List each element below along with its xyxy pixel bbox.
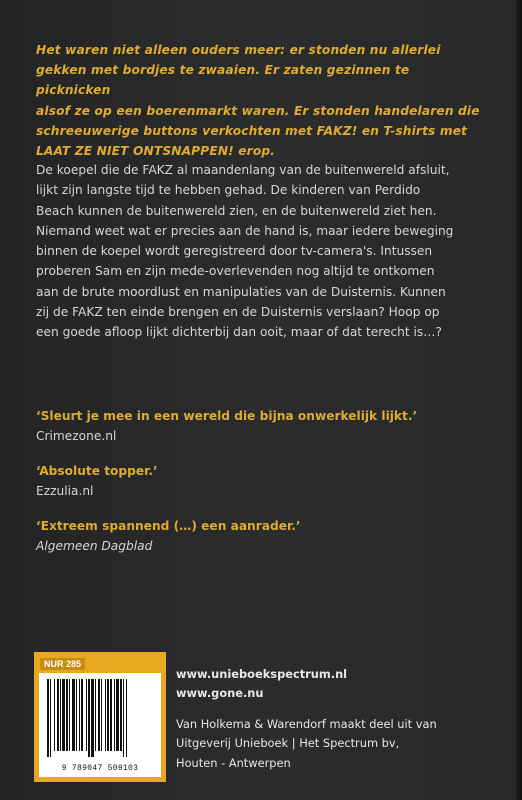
review-quote <box>36 461 486 501</box>
blurb-line: Niemand weet wat er precies aan de hand is, maar iedere beweging <box>36 223 454 238</box>
intro-line: LAAT ZE NIET ONTSNAPPEN! erop. <box>36 144 276 159</box>
blurb-text <box>36 160 488 343</box>
blurb-line: proberen Sam en zijn mede-overlevenden nog altijd te ontkomen <box>36 264 435 279</box>
barcode-bar <box>95 679 96 751</box>
isbn-digits: 9 789047 509103 <box>61 764 139 773</box>
barcode-bar <box>66 679 68 751</box>
intro-excerpt <box>36 40 486 161</box>
barcode-bar <box>72 679 75 751</box>
barcode-bar <box>79 679 80 751</box>
barcode-bar <box>54 679 55 751</box>
barcode-bar <box>120 679 122 751</box>
blurb-line: binnen de koepel wordt geregistreerd door tv-camera's. Intussen <box>36 244 433 259</box>
blurb-line: De koepel die de FAKZ al maandenlang van de buitenwereld afsluit, <box>36 163 450 177</box>
barcode-bar <box>98 679 100 751</box>
blurb-line: lijkt zijn langste tijd te hebben gehad. De kinderen van Perdido <box>36 183 421 198</box>
barcode-bar <box>126 679 127 757</box>
barcode-area <box>39 673 161 777</box>
barcode-bar <box>50 679 51 757</box>
review-quote <box>36 516 486 556</box>
barcode-bar <box>86 679 87 751</box>
link-gone[interactable]: www.gone.nu <box>176 686 264 700</box>
barcode-panel <box>34 652 166 782</box>
intro-line: alsof ze op een boerenmarkt waren. Er stonden handelaren die <box>36 103 480 118</box>
quote-source: Crimezone.nl <box>36 429 117 443</box>
barcode-bar <box>57 679 59 751</box>
blurb-line: een goede afloop lijkt dichterbij dan ooit, maar of dat terecht is…? <box>36 325 442 340</box>
review-quote <box>36 406 486 446</box>
intro-line: gekken met bordjes te zwaaien. Er zaten gezinnen te picknicken <box>36 63 410 98</box>
barcode-bar <box>60 679 61 751</box>
barcode-bar <box>123 679 124 757</box>
blurb-line: zij de FAKZ ten einde brengen en de Duisternis verslaan? Hoop op <box>36 305 440 320</box>
publisher-info <box>176 715 496 773</box>
nur-label: NUR 285 <box>40 658 85 670</box>
blurb-line: aan de brute moordlust en manipulaties van de Duisternis. Kunnen <box>36 284 446 299</box>
quote-text: ‘Absolute topper.’ <box>36 464 158 478</box>
barcode-bar <box>88 679 90 757</box>
barcode-bar <box>76 679 77 751</box>
intro-line: schreeuwerige buttons verkochten met FAKZ! en T-shirts met <box>36 123 468 138</box>
barcode-bar <box>101 679 102 751</box>
barcode-bar <box>62 679 65 751</box>
barcode-bar <box>105 679 106 751</box>
barcode-bar <box>116 679 119 751</box>
barcode-bar <box>114 679 115 751</box>
publisher-line: Uitgeverij Unieboek | Het Spectrum bv, <box>176 736 400 751</box>
barcode-icon <box>46 679 154 757</box>
barcode-bar <box>81 679 83 751</box>
blurb-line: Beach kunnen de buitenwereld zien, en de buitenwereld ziet hen. <box>36 203 437 218</box>
publisher-line: Houten - Antwerpen <box>176 755 291 770</box>
quote-text: ‘Extreem spannend (…) een aanrader.’ <box>36 519 301 533</box>
review-quotes <box>36 406 486 571</box>
quote-source: Algemeen Dagblad <box>36 539 153 553</box>
quote-text: ‘Sleurt je mee in een wereld die bijna onwerkelijk lijkt.’ <box>36 409 418 423</box>
quote-source: Ezzulia.nl <box>36 484 94 498</box>
barcode-bar <box>47 679 49 757</box>
link-unieboekspectrum[interactable]: www.unieboekspectrum.nl <box>176 667 348 681</box>
barcode-bar <box>69 679 70 751</box>
intro-line: Het waren niet alleen ouders meer: er stonden nu allerlei <box>36 43 441 57</box>
barcode-bar <box>110 679 112 751</box>
website-links <box>176 665 347 703</box>
spine-edge <box>516 0 522 800</box>
barcode-bar <box>91 679 94 757</box>
publisher-line: Van Holkema & Warendorf maakt deel uit van <box>176 717 437 731</box>
barcode-bar <box>107 679 109 751</box>
